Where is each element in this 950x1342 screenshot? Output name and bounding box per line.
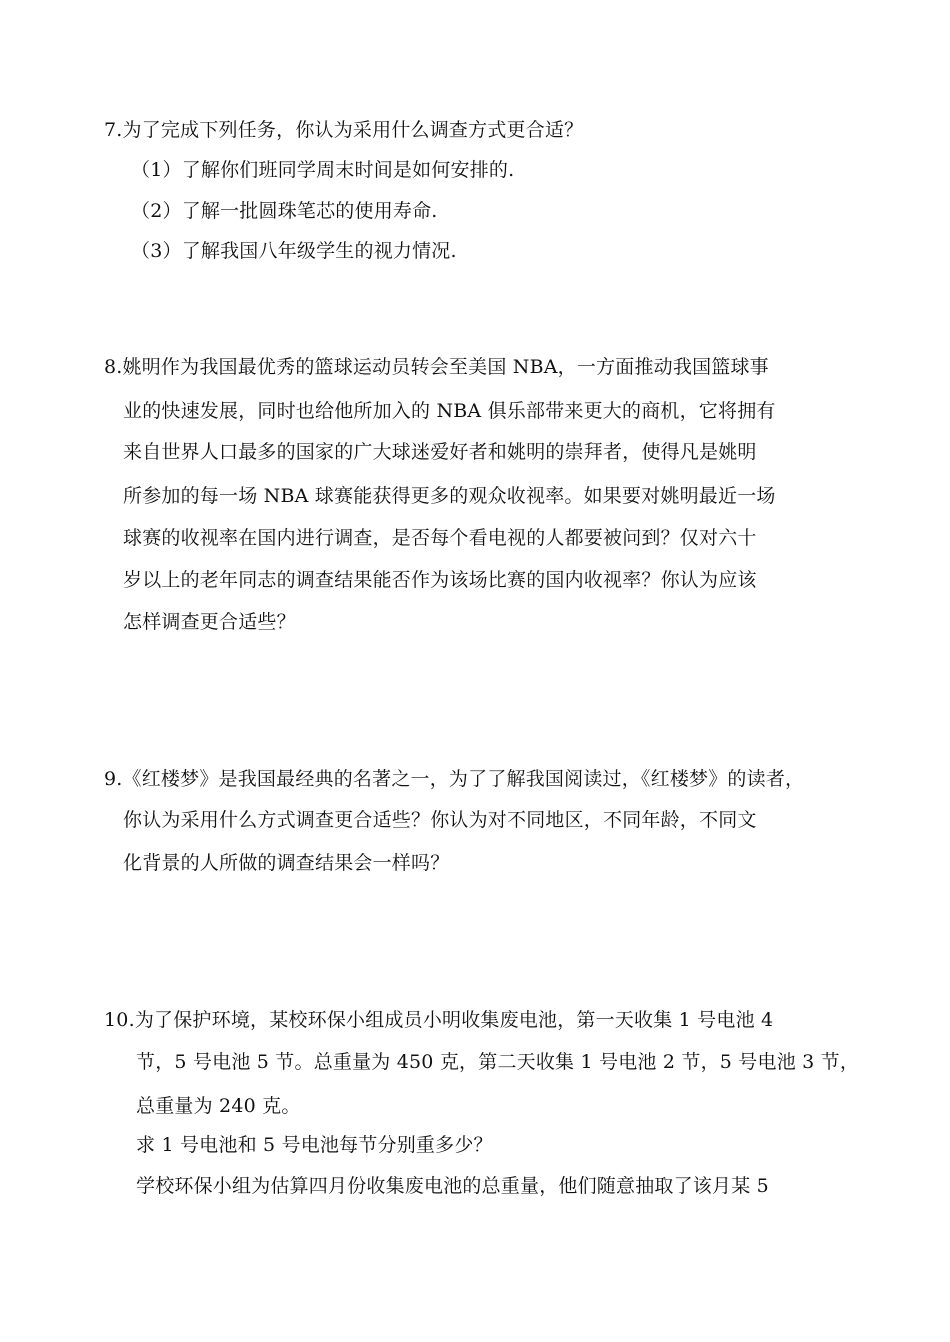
question-9-line-2: 你认为采用什么方式调查更合适些？你认为对不同地区，不同年龄，不同文	[123, 809, 757, 831]
question-8-line-2: 业的快速发展，同时也给他所加入的 NBA 俱乐部带来更大的商机，它将拥有	[123, 400, 776, 422]
question-8-line-1: 8.姚明作为我国最优秀的篮球运动员转会至美国 NBA，一方面推动我国篮球事	[104, 356, 769, 378]
question-7-item-2: （2）了解一批圆珠笔芯的使用寿命.	[131, 200, 438, 222]
question-10-line-2: 节，5 号电池 5 节。总重量为 450 克，第二天收集 1 号电池 2 节，5 号电池 3 节，	[136, 1051, 860, 1073]
question-7-item-1: （1）了解你们班同学周末时间是如何安排的.	[131, 159, 515, 181]
question-8-line-5: 球赛的收视率在国内进行调查，是否每个看电视的人都要被问到？仅对六十	[123, 527, 757, 549]
question-8-line-6: 岁以上的老年同志的调查结果能否作为该场比赛的国内收视率？你认为应该	[123, 569, 757, 591]
question-9-line-1: 9.《红楼梦》是我国最经典的名著之一，为了了解我国阅读过，《红楼梦》的读者，	[104, 768, 805, 790]
question-8-line-7: 怎样调查更合适些？	[123, 611, 296, 633]
question-8-line-3: 来自世界人口最多的国家的广大球迷爱好者和姚明的崇拜者，使得凡是姚明	[123, 441, 757, 463]
question-7-item-3: （3）了解我国八年级学生的视力情况.	[131, 240, 457, 262]
question-10-line-1: 10.为了保护环境，某校环保小组成员小明收集废电池，第一天收集 1 号电池 4	[104, 1009, 774, 1031]
question-10-line-4: 求 1 号电池和 5 号电池每节分别重多少？	[136, 1134, 493, 1156]
question-8-line-4: 所参加的每一场 NBA 球赛能获得更多的观众收视率。如果要对姚明最近一场	[123, 485, 776, 507]
question-10-line-5: 学校环保小组为估算四月份收集废电池的总重量，他们随意抽取了该月某 5	[136, 1175, 769, 1197]
question-10-line-3: 总重量为 240 克。	[136, 1095, 301, 1117]
question-7-title: 7.为了完成下列任务，你认为采用什么调查方式更合适？	[104, 119, 584, 141]
question-9-line-3: 化背景的人所做的调查结果会一样吗？	[123, 852, 450, 874]
